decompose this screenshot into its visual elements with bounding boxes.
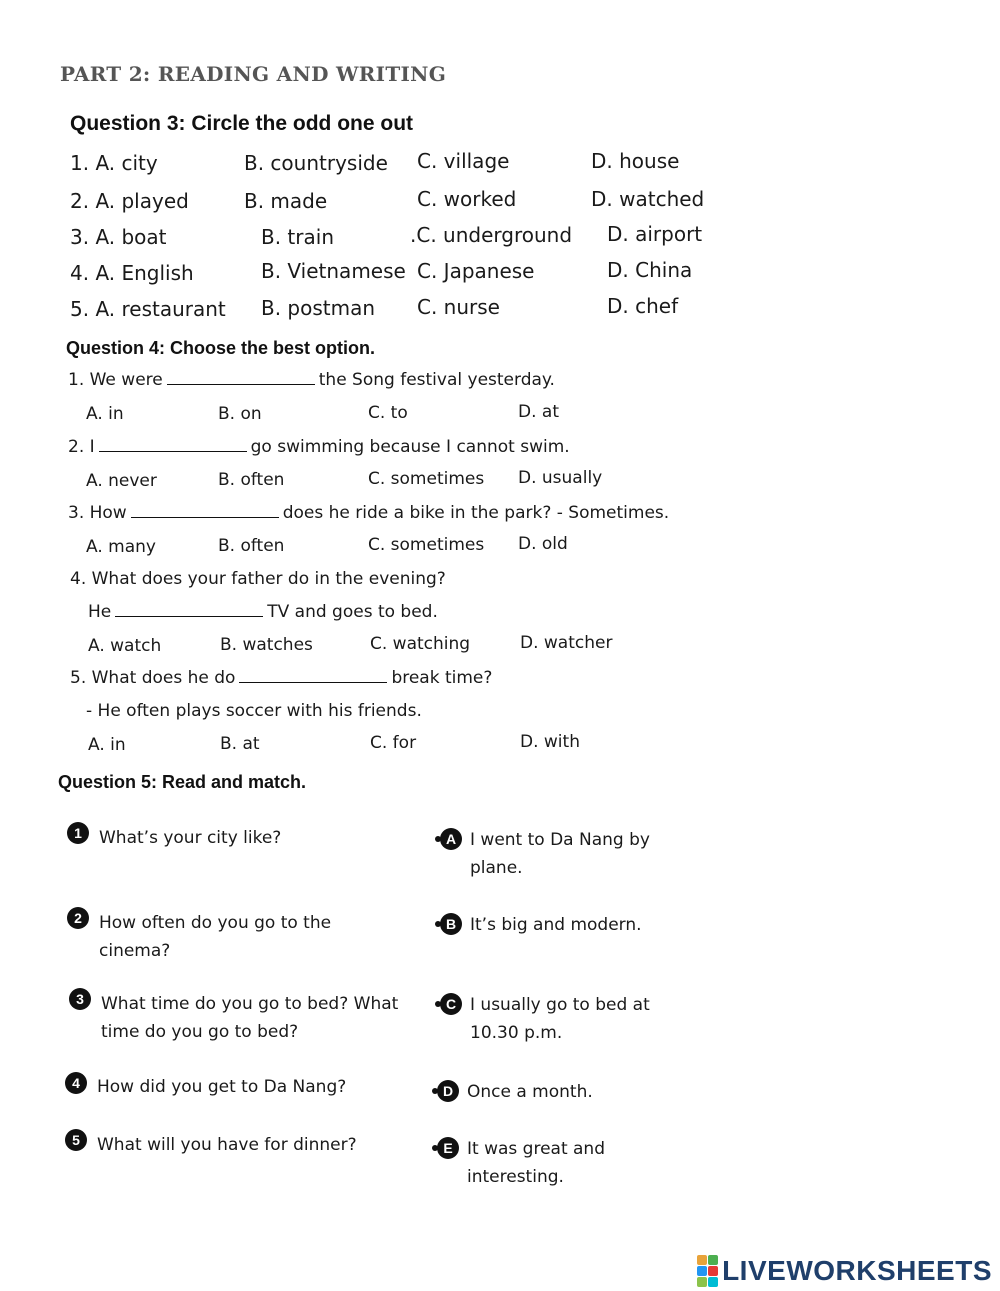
q4-item-5-option-b[interactable]: B. at: [220, 734, 260, 754]
q3-row-2-a[interactable]: 2. A. played: [70, 189, 189, 213]
q4-item-3-pre: 3. How: [68, 503, 127, 523]
q4-item-1-prompt: [68, 370, 555, 390]
q4-item-2-blank[interactable]: [99, 437, 247, 452]
q4-item-2-prompt: [68, 437, 570, 457]
match-answer-a[interactable]: I went to Da Nang by plane.: [470, 830, 650, 878]
match-number-2-icon: 2: [67, 907, 89, 929]
q4-item-5-pre: 5. What does he do: [70, 668, 236, 688]
q3-row-1-c[interactable]: C. village: [417, 149, 510, 173]
q4-item-3-option-c[interactable]: C. sometimes: [368, 535, 485, 555]
match-question-1[interactable]: What’s your city like?: [99, 828, 282, 848]
q4-item-1-option-a[interactable]: A. in: [86, 404, 124, 424]
match-number-5-icon: 5: [65, 1129, 87, 1151]
logo-block: [697, 1266, 707, 1276]
q3-row-3-a[interactable]: 3. A. boat: [70, 225, 167, 249]
q4-item-1-option-b[interactable]: B. on: [218, 404, 262, 424]
q4-item-5-blank[interactable]: [239, 668, 387, 683]
q3-row-2-c[interactable]: C. worked: [417, 187, 517, 211]
logo-text: LIVEWORKSHEETS: [722, 1255, 992, 1286]
logo-block: [708, 1255, 718, 1265]
q4-item-2-post: go swimming because I cannot swim.: [250, 437, 570, 457]
q3-row-4-c[interactable]: C. Japanese: [417, 259, 535, 283]
q3-row-1-d[interactable]: D. house: [591, 149, 680, 173]
match-number-4-icon: 4: [65, 1072, 87, 1094]
question-4-title: Question 4: Choose the best option.: [66, 338, 376, 358]
match-answer-e[interactable]: It was great and interesting.: [467, 1139, 606, 1187]
q4-item-3-prompt: [68, 503, 669, 523]
q3-row-4-a[interactable]: 4. A. English: [70, 261, 194, 285]
q3-row-4-d[interactable]: D. China: [607, 258, 693, 282]
q4-item-1-pre: 1. We were: [68, 370, 163, 390]
q4-item-2-option-d[interactable]: D. usually: [518, 468, 603, 488]
q4-item-5-line2: - He often plays soccer with his friends.: [86, 701, 422, 721]
logo-blocks-icon: [697, 1255, 718, 1287]
logo-block: [708, 1266, 718, 1276]
match-number-3-icon: 3: [69, 988, 91, 1010]
q4-item-4-option-d[interactable]: D. watcher: [520, 633, 613, 653]
match-question-5[interactable]: What will you have for dinner?: [97, 1135, 357, 1155]
q3-row-5-a[interactable]: 5. A. restaurant: [70, 297, 226, 321]
question-3-title: Question 3: Circle the odd one out: [70, 112, 414, 135]
q3-row-2-b[interactable]: B. made: [244, 189, 328, 213]
match-answer-c[interactable]: I usually go to bed at 10.30 p.m.: [470, 995, 650, 1043]
q4-item-4-line1: 4. What does your father do in the evening?: [70, 569, 446, 589]
match-question-2[interactable]: How often do you go to the cinema?: [99, 913, 332, 961]
q4-item-3-post: does he ride a bike in the park? - Sometimes.: [282, 503, 670, 523]
match-answer-b[interactable]: It’s big and modern.: [470, 915, 642, 935]
q4-item-4-option-b[interactable]: B. watches: [220, 635, 313, 655]
q3-row-1-b[interactable]: B. countryside: [244, 151, 388, 175]
q4-item-4-prompt: [88, 602, 438, 622]
q4-item-2-pre: 2. I: [68, 437, 95, 457]
q4-item-3-option-d[interactable]: D. old: [518, 534, 568, 554]
q4-item-3-option-b[interactable]: B. often: [218, 536, 285, 556]
q3-row-3-b[interactable]: B. train: [261, 225, 334, 249]
match-letter-c-icon: C: [440, 993, 462, 1015]
q4-item-1-blank[interactable]: [167, 370, 315, 385]
q4-item-3-blank[interactable]: [131, 503, 279, 518]
q4-item-2-option-c[interactable]: C. sometimes: [368, 469, 485, 489]
q4-item-2-option-a[interactable]: A. never: [86, 471, 157, 491]
q4-item-4-option-c[interactable]: C. watching: [370, 634, 471, 654]
q4-item-1-option-c[interactable]: C. to: [368, 403, 408, 423]
q3-row-2-d[interactable]: D. watched: [591, 187, 705, 211]
q4-item-1-option-d[interactable]: D. at: [518, 402, 559, 422]
q4-item-4-blank[interactable]: [115, 602, 263, 617]
logo-block: [697, 1277, 707, 1287]
match-letter-e-icon: E: [437, 1137, 459, 1159]
q3-row-5-d[interactable]: D. chef: [607, 294, 679, 318]
liveworksheets-logo[interactable]: [697, 1255, 992, 1287]
match-letter-d-icon: D: [437, 1080, 459, 1102]
q4-item-3-option-a[interactable]: A. many: [86, 537, 156, 557]
q3-row-5-c[interactable]: C. nurse: [417, 295, 500, 319]
match-letter-b-icon: B: [440, 913, 462, 935]
question-5-title: Question 5: Read and match.: [58, 772, 307, 792]
q3-row-3-d[interactable]: D. airport: [607, 222, 703, 246]
q4-item-1-post: the Song festival yesterday.: [318, 370, 555, 390]
q3-row-1-a[interactable]: 1. A. city: [70, 151, 158, 175]
q4-item-5-post: break time?: [391, 668, 493, 688]
q4-item-2-option-b[interactable]: B. often: [218, 470, 285, 490]
q4-item-5-option-a[interactable]: A. in: [88, 735, 126, 755]
q3-row-3-c[interactable]: .C. underground: [410, 223, 573, 247]
match-letter-a-icon: A: [440, 828, 462, 850]
match-number-1-icon: 1: [67, 822, 89, 844]
q4-item-4-option-a[interactable]: A. watch: [88, 636, 162, 656]
logo-block: [697, 1255, 707, 1265]
logo-block: [708, 1277, 718, 1287]
q4-item-4-post: TV and goes to bed.: [267, 602, 438, 622]
q4-item-5-option-c[interactable]: C. for: [370, 733, 417, 753]
match-question-4[interactable]: How did you get to Da Nang?: [97, 1077, 347, 1097]
q3-row-4-b[interactable]: B. Vietnamese: [261, 259, 406, 283]
q4-item-5-prompt: [70, 668, 492, 688]
q3-row-5-b[interactable]: B. postman: [261, 296, 376, 320]
q4-item-5-option-d[interactable]: D. with: [520, 732, 580, 752]
match-question-3[interactable]: What time do you go to bed? What time do you go to bed?: [101, 994, 399, 1042]
q4-item-4-pre: He: [88, 602, 112, 622]
match-answer-d[interactable]: Once a month.: [467, 1082, 593, 1102]
part-title: PART 2: READING AND WRITING: [60, 62, 447, 86]
